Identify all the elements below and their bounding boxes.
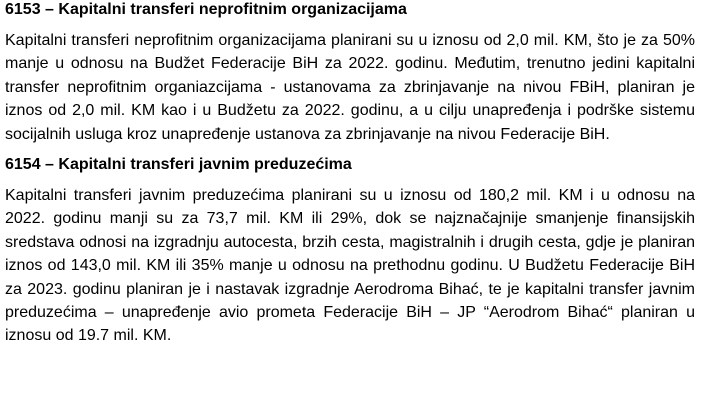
- section-heading: 6153 – Kapitalni transferi neprofitnim organizacijama: [5, 1, 407, 18]
- section-paragraph: Kapitalni transferi javnim preduzećima planirani su u iznosu od 180,2 mil. KM i u odnosu na 2022. godinu manji su za 73,7 mil. KM ili 29%, dok se najznačajnije smanjenje finansijskih sredstava odnosi na izgradnju autocesta, brzih cesta, magistralnih i drugih cesta, gdje je planiran iznos od 143,0 mil. KM ili 35% manje u odnosu na prethodnu godinu. U Budžetu Federacije BiH za 2023. godinu planiran je i nastavak izgradnje Aerodroma Bihać, te je kapitalni transfer javnim preduzećima – unapređenje avio prometa Federacije BiH – JP “Aerodrom Bihać“ planiran u iznosu od 19.7 mil. KM.: [5, 187, 695, 345]
- section-6154: [5, 155, 695, 348]
- document-page: [5, 0, 695, 348]
- section-6153: [5, 0, 695, 146]
- section-heading: 6154 – Kapitalni transferi javnim preduzećima: [5, 156, 352, 174]
- section-paragraph: Kapitalni transferi neprofitnim organizacijama planirani su u iznosu od 2,0 mil. KM, što je za 50% manje u odnosu na Budžet Federacije BiH za 2022. godinu. Međutim, trenutno jedini kapitalni transfer neprofitnim organiazcijama - ustanovama za zbrinjavanje na nivou FBiH, planiran je iznos od 2,0 mil. KM kao i u Budžetu za 2022. godinu, a u cilju unapređenja i podrške sistemu socijalnih usluga kroz unapređenje ustanova za zbrinjavanje na nivou Federacije BiH.: [5, 32, 695, 143]
